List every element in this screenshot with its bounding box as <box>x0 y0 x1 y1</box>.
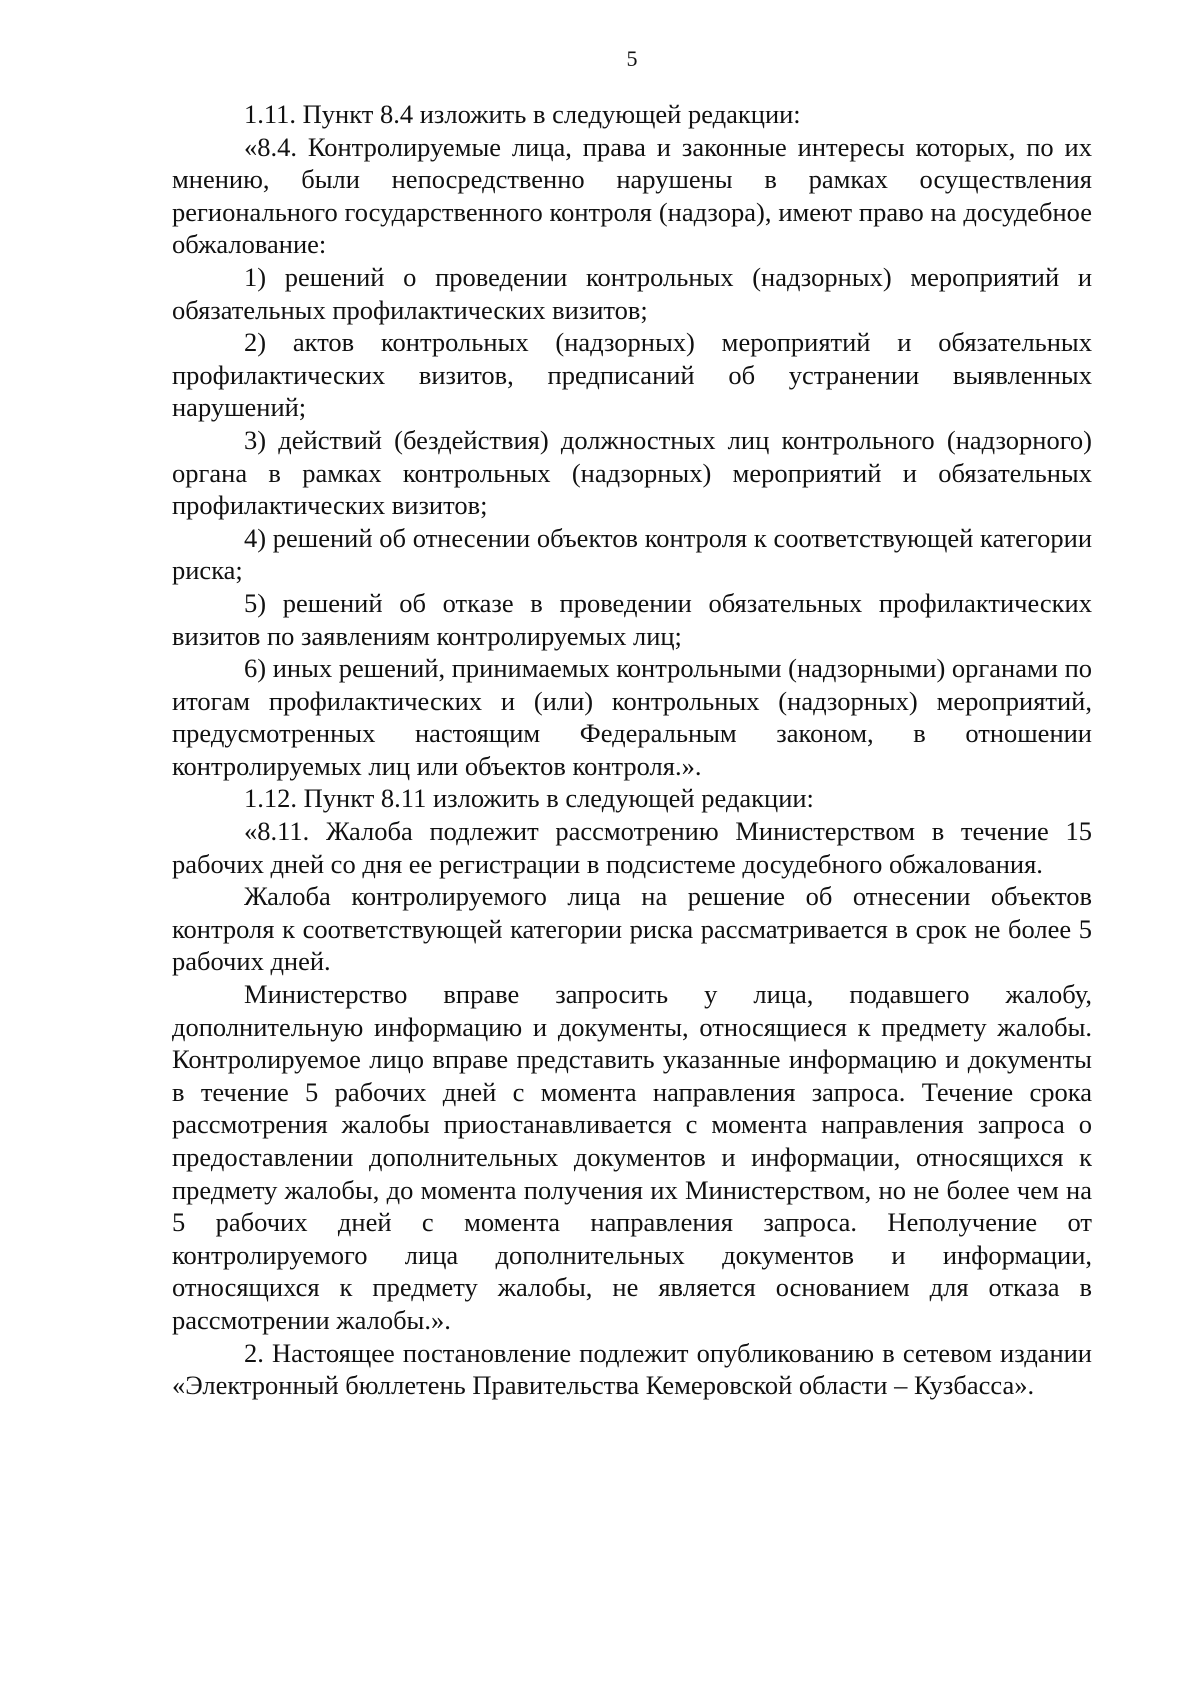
list-item-6: 6) иных решений, принимаемых контрольными (надзорными) органами по итогам профилактических и (или) контрольных (надзорных) мероприятий, предусмотренных настоящим Федеральным законом, в отношении контролируемых лиц или объектов контроля.». <box>172 653 1092 781</box>
list-item-4: 4) решений об отнесении объектов контроля к соответствующей категории риска; <box>172 522 1092 586</box>
list-item-5: 5) решений об отказе в проведении обязательных профилактических визитов по заявлениям контролируемых лиц; <box>172 587 1092 651</box>
page-number: 5 <box>626 46 638 71</box>
paragraph-risk-category-complaint: Жалоба контролируемого лица на решение об отнесении объектов контроля к соответствующей категории риска рассматривается в срок не более 5 рабочих дней. <box>172 881 1092 977</box>
paragraph-8-4-intro: «8.4. Контролируемые лица, права и законные интересы которых, по их мнению, были непосредственно нарушены в рамках осуществления регионального государственного контроля (надзора), имеют право на досудебное обжалование: <box>172 131 1092 260</box>
list-item-1: 1) решений о проведении контрольных (надзорных) мероприятий и обязательных профилактических визитов; <box>172 261 1092 325</box>
paragraph-1-11: 1.11. Пункт 8.4 изложить в следующей редакции: <box>244 99 801 129</box>
paragraph-1-12: 1.12. Пункт 8.11 изложить в следующей редакции: <box>244 783 814 814</box>
paragraph-8-11: «8.11. Жалоба подлежит рассмотрению Министерством в течение 15 рабочих дней со дня ее регистрации в подсистеме досудебного обжалования. <box>172 816 1092 879</box>
paragraph-ministry-request: Министерство вправе запросить у лица, подавшего жалобу, дополнительную информацию и документы, относящиеся к предмету жалобы. Контролируемое лицо вправе представить указанные информацию и документы в течение 5 рабочих дней с момента направления запроса. Течение срока рассмотрения жалобы приостанавливается с момента направления запроса о предоставлении дополнительных документов и информации, относящихся к предмету жалобы, до момента получения их Министерством, но не более чем на 5 рабочих дней с момента направления запроса. Неполучение от контролируемого лица дополнительных документов и информации, относящихся к предмету жалобы, не является основанием для отказа в рассмотрении жалобы.». <box>172 979 1092 1335</box>
list-item-2: 2) актов контрольных (надзорных) мероприятий и обязательных профилактических визитов, предписаний об устранении выявленных нарушений; <box>172 327 1092 423</box>
list-item-3: 3) действий (бездействия) должностных лиц контрольного (надзорного) органа в рамках контрольных (надзорных) мероприятий и обязательных профилактических визитов; <box>172 424 1092 521</box>
document-body <box>172 98 1092 1402</box>
paragraph-publication: 2. Настоящее постановление подлежит опубликованию в сетевом издании «Электронный бюллетень Правительства Кемеровской области – Кузбасса». <box>172 1337 1092 1401</box>
